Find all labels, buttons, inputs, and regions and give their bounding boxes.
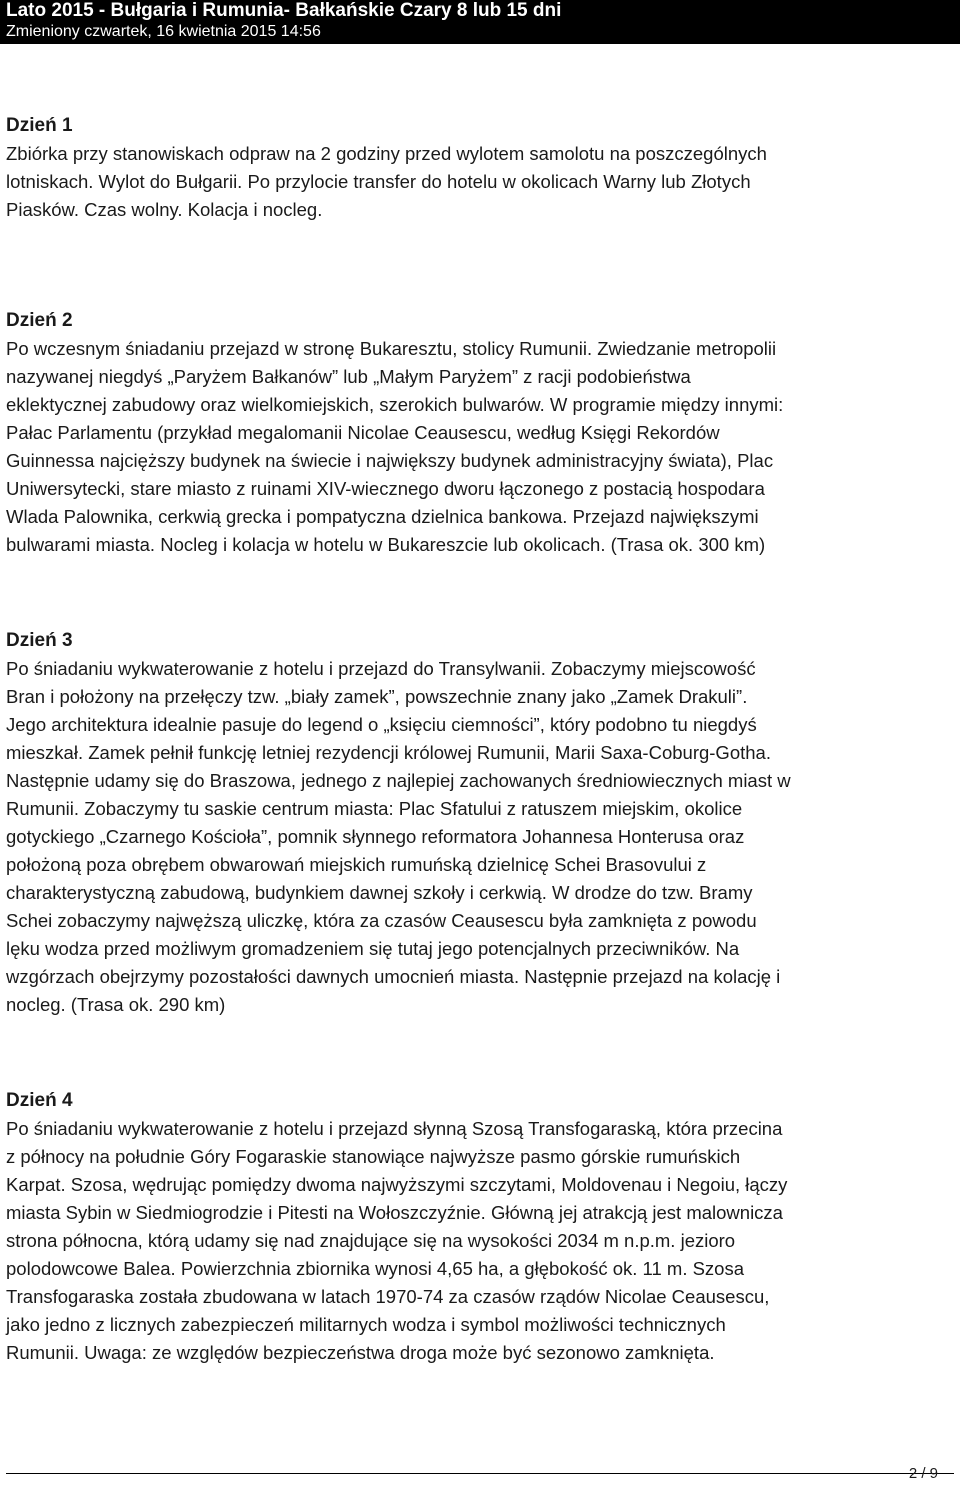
day-description: Zbiórka przy stanowiskach odpraw na 2 godziny przed wylotem samolotu na poszczególnych lotniskach. Wylot do Bułgarii. Po przylocie transfer do hotelu w okolicach Warny lub Złotych Piasków. Czas wolny. Kolacja i nocleg. [6,143,767,220]
day-section-4 [6,1087,952,1367]
day-description: Po śniadaniu wykwaterowanie z hotelu i przejazd słynną Szosą Transfogaraską, która przecina z północy na południe Góry Fogaraskie stanowiące najwyższe pasmo górskie rumuńskich Karpat. Szosa, wędrując pomiędzy dwoma najwyższymi szczytami, Moldovenau i Negoiu, łączy miasta Sybin w Siedmiogrodzie i Pitesti na Wołoszczyźnie. Główną jej atrakcją jest malownicza strona północna, którą udamy się nad znajdujące się na wysokości 2034 m n.p.m. jezioro polodowcowe Balea. Powierzchnia zbiornika wynosi 4,65 ha, a głębokość ok. 11 m. Szosa Transfogaraska została zbudowana w latach 1970-74 za czasów rządów Nicolae Ceausescu, jako jedno z licznych zabezpieczeń militarnych wodza i symbol możliwości technicznych Rumunii. Uwaga: ze względów bezpieczeństwa droga może być sezonowo zamknięta. [6,1118,788,1363]
day-title: Dzień 4 [6,1090,73,1111]
modified-date: Zmieniony czwartek, 16 kwietnia 2015 14:56 [6,23,321,40]
day-title: Dzień 2 [6,310,73,331]
day-section-3 [6,627,952,1019]
day-section-2 [6,307,952,559]
document-title: Lato 2015 - Bułgaria i Rumunia- Bałkańskie Czary 8 lub 15 dni [6,0,562,21]
page-number: 2 / 9 [908,1465,938,1482]
footer-divider [6,1473,954,1474]
document-header [0,0,960,44]
day-description: Po wczesnym śniadaniu przejazd w stronę Bukaresztu, stolicy Rumunii. Zwiedzanie metropolii nazywanej niegdyś „Paryżem Bałkanów” lub „Małym Paryżem” z racji podobieństwa eklektycznej zabudowy oraz wielkomiejskich, szerokich bulwarów. W programie między innymi: Pałac Parlamentu (przykład megalomanii Nicolae Ceausescu, według Księgi Rekordów Guinnessa najcięższy budynek na świecie i największy budynek administracyjny świata), Plac Uniwersytecki, stare miasto z ruinami XIV-wiecznego dworu łączonego z postacią hospodara Wlada Palownika, cerkwią grecka i pompatyczna dzielnica bankowa. Przejazd największymi bulwarami miasta. Nocleg i kolacja w hotelu w Bukareszcie lub okolicach. (Trasa ok. 300 km) [6,338,784,555]
day-description: Po śniadaniu wykwaterowanie z hotelu i przejazd do Transylwanii. Zobaczymy miejscowość Bran i położony na przełęczy tzw. „biały zamek”, powszechnie znany jako „Zamek Drakuli”. Jego architektura idealnie pasuje do legend o „księciu ciemności”, który podobno tu niegdyś mieszkał. Zamek pełnił funkcję letniej rezydencji królowej Rumunii, Marii Saxa-Coburg-Gotha. Następnie udamy się do Braszowa, jednego z najlepiej zachowanych średniowiecznych miast w Rumunii. Zobaczymy tu saskie centrum miasta: Plac Sfatului z ratuszem miejskim, okolice gotyckiego „Czarnego Kościoła”, pomnik słynnego reformatora Johannesa Honterusa oraz położoną poza obrębem obwarowań miejskich rumuńską dzielnicę Schei Brasovului z charakterystyczną zabudową, budynkiem dawnej szkoły i cerkwią. W drodze do tzw. Bramy Schei zobaczymy najwęższą uliczkę, która za czasów Ceausescu była zamknięta z powodu lęku wodza przed możliwym gromadzeniem się tutaj jego potencjalnych przeciwników. Na wzgórzach obejrzymy pozostałości dawnych umocnień miasta. Następnie przejazd na kolację i nocleg. (Trasa ok. 290 km) [6,658,791,1015]
day-title: Dzień 3 [6,630,73,651]
itinerary-content [6,112,952,1367]
day-title: Dzień 1 [6,115,73,136]
day-section-1 [6,112,952,224]
